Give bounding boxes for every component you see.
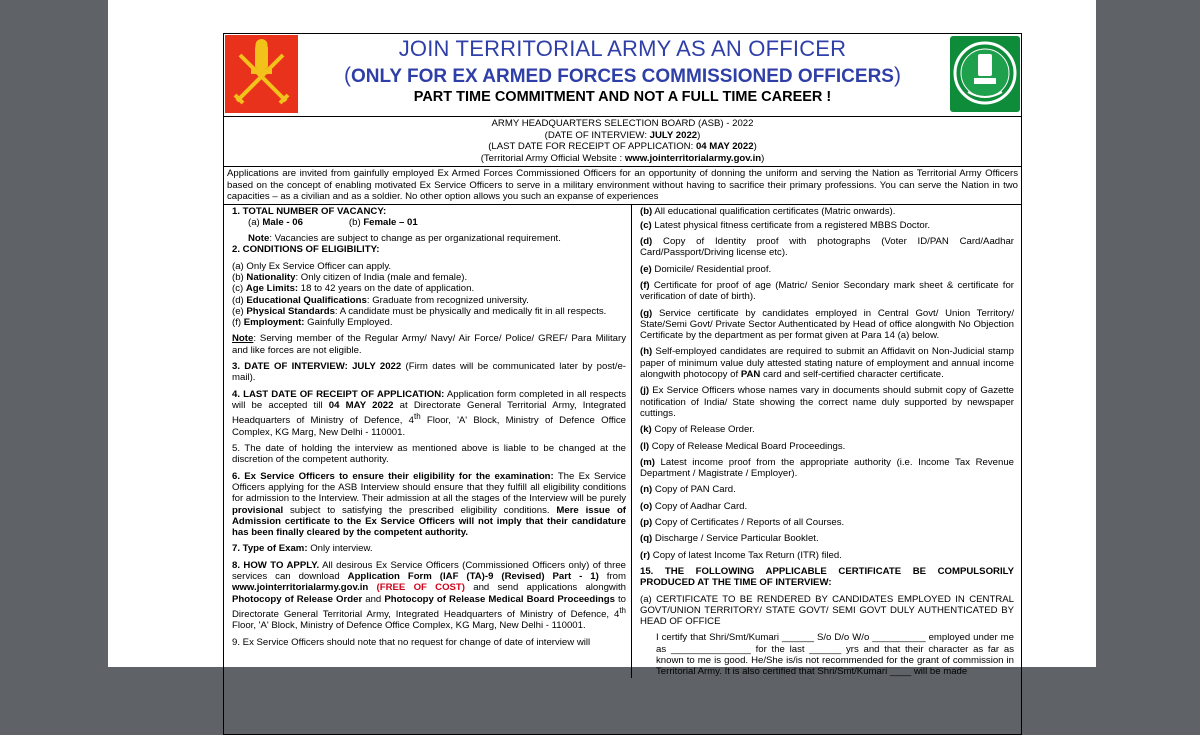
- section-15-title: [640, 566, 1014, 589]
- paren-close: ): [753, 141, 757, 152]
- emphasis: Mere issue of Admission certificate to the Ex Service Officers will not imply that their candidature has been finally cleared by the competent authority.: [232, 504, 626, 539]
- term: Nationality: [246, 271, 296, 283]
- text: Copy of Identity proof with photographs (Voter ID/PAN Card/Aadhar Card/Passport/Driving license etc).: [640, 236, 1014, 259]
- section-9: 9. Ex Service Officers should note that no request for change of date of interview will: [232, 636, 591, 648]
- label: (a): [248, 216, 263, 228]
- section-3: [232, 361, 626, 384]
- text: Certificate for proof of age (Matric/ Senior Secondary mark sheet & certificate for verification of date of birth).: [640, 279, 1014, 303]
- label: (f): [640, 279, 650, 291]
- label: (h): [640, 346, 653, 358]
- advertisement: [223, 33, 1022, 735]
- text: Application form completed in all respects will be accepted till: [232, 388, 626, 411]
- label: (o): [640, 500, 653, 512]
- heading: 2. CONDITIONS OF ELIGIBILITY:: [232, 244, 380, 256]
- text: Copy of Release Medical Board Proceedings.: [649, 440, 846, 452]
- form-name: Application Form (IAF (TA)-9 (Revised) Part - 1): [347, 571, 599, 582]
- text: Ex Service Officers whose names vary in documents should submit copy of Gazette notification of India/ State showing the correct name duly supported by newspaper cuttings.: [640, 385, 1014, 419]
- subtitle-text: ONLY FOR EX ARMED FORCES COMMISSIONED OFFICERS: [351, 66, 894, 87]
- section-15a: (a) CERTIFICATE TO BE RENDERED BY CANDIDATES EMPLOYED IN CENTRAL GOVT/UNION TERRITORY/ STATE GOVT/ SEMI GOVT DULY AUTHENTICATED BY HEAD OF OFFICE: [640, 593, 1014, 628]
- note-text: : Vacancies are subject to change as per organizational requirement.: [269, 233, 561, 245]
- text: and: [362, 593, 385, 605]
- eligibility-e: [232, 306, 626, 317]
- certificate-text: I certify that Shri/Smt/Kumari ______ S/o D/o W/o __________ employed under me as _______________ for the last ______ yrs and that their character as far as known to me is good. He/She is/is not recommended for the grant of commission in Territorial Army. It is also certified that Shri/Smt/Kumari ____ will be made: [656, 632, 1014, 678]
- term: Age Limits:: [245, 283, 299, 295]
- last-date: 04 MAY 2022: [328, 399, 394, 411]
- selection-board-info: [224, 117, 1021, 167]
- document-n: [640, 484, 1014, 495]
- note-label: Note: [232, 333, 254, 345]
- territorial-army-emblem-icon: [950, 36, 1020, 112]
- text: Self-employed candidates are required to submit an Affidavit on Non-Judicial stamp paper of minimum value duly attested stating nature of employment and annual income alongwith photocopy of: [640, 346, 1014, 381]
- eligibility-note: [232, 333, 626, 356]
- label: (j): [640, 385, 650, 397]
- note-label: Note: [248, 233, 270, 245]
- text: subject to satisfying the prescribed eligibility conditions.: [283, 504, 557, 516]
- section-2-title: [232, 244, 626, 255]
- label: (q): [640, 533, 653, 545]
- label: (e): [232, 305, 247, 317]
- text: to Directorate General Territorial Army, Integrated Headquarters of Ministry of Defence, 4: [232, 593, 627, 621]
- last-date: 04 MAY 2022: [695, 141, 754, 152]
- text: : Only citizen of India (male and female).: [295, 271, 468, 283]
- text: Discharge / Service Particular Booklet.: [652, 533, 819, 545]
- label: (f): [232, 317, 244, 329]
- paren-close: ): [697, 129, 701, 141]
- asb-line-3: [224, 141, 1021, 153]
- eligibility-b: [232, 272, 626, 283]
- army-crest-icon: [225, 35, 298, 113]
- term: provisional: [232, 504, 284, 516]
- label: (r): [640, 549, 651, 561]
- document-k: [640, 424, 1014, 435]
- page-subtitle: (ONLY FOR EX ARMED FORCES COMMISSIONED OFFICERS): [344, 64, 901, 87]
- document-r: [640, 550, 1014, 561]
- header: [224, 34, 1021, 117]
- text: All desirous Ex Service Officers (Commissioned Officers only) of three services can download: [232, 559, 626, 582]
- female-vacancy: Female – 01: [363, 216, 418, 228]
- label: (b): [232, 271, 247, 283]
- term: PAN: [740, 369, 761, 381]
- label: (k): [640, 424, 652, 436]
- asb-line-4: [224, 153, 1021, 165]
- text: Copy of Release Order.: [651, 424, 755, 436]
- intro-paragraph: Applications are invited from gainfully employed Ex Armed Forces Commissioned Officers for an opportunity of donning the uniform and serving the Nation as Territorial Army Officers based on the concept of enabling motivated Ex Service Officers to serve in a military environment without having to sacrifice their primary professions. You can serve the Nation in two capacities – as a civilian and as a soldier. No other option allows you such an expanse of experiences: [224, 167, 1021, 205]
- heading: 4. LAST DATE OF RECEIPT OF APPLICATION:: [232, 388, 445, 400]
- vacancy-note: [232, 233, 626, 244]
- document-h: [640, 346, 1014, 380]
- page-title: JOIN TERRITORIAL ARMY AS AN OFFICER: [398, 36, 847, 61]
- note-text: : Serving member of the Regular Army/ Navy/ Air Force/ Police/ GREF/ Para Military and like forces are not eligible.: [232, 333, 626, 356]
- text: 18 to 42 years on the date of application.: [298, 283, 475, 295]
- last-date-label: (LAST DATE FOR RECEIPT OF APPLICATION:: [488, 141, 696, 152]
- text: Domicile/ Residential proof.: [651, 263, 772, 275]
- label: (e): [640, 263, 652, 275]
- interview-date-label: (DATE OF INTERVIEW:: [544, 129, 650, 141]
- term: Employment:: [243, 317, 305, 329]
- label: (c): [640, 219, 652, 231]
- eligibility-a: (a) Only Ex Service Officer can apply.: [232, 260, 392, 272]
- label: (n): [640, 484, 653, 496]
- label: (b): [348, 216, 364, 228]
- document-c: [640, 220, 1014, 231]
- label: (c): [232, 283, 246, 295]
- label: (d): [640, 236, 653, 248]
- text: Only interview.: [307, 543, 373, 555]
- term: Educational Qualifications: [246, 294, 367, 306]
- section-4: [232, 389, 626, 438]
- text: Floor, 'A' Block, Ministry of Defence Office Complex, KG Marg, New Delhi - 110001.: [232, 415, 626, 438]
- male-vacancy: Male - 06: [262, 216, 303, 228]
- text: and send applications alongwith: [464, 582, 626, 594]
- eligibility-d: [232, 295, 626, 306]
- term: Photocopy of Release Order: [232, 593, 363, 605]
- document-o: [640, 501, 1014, 512]
- section-8: [232, 560, 626, 632]
- body-columns: [224, 205, 1021, 678]
- document-l: [640, 441, 1014, 452]
- interview-date: JULY 2022: [649, 129, 698, 141]
- text: : A candidate must be physically and medically fit in all respects.: [334, 305, 607, 317]
- document-e: [640, 264, 1014, 275]
- document-m: [640, 457, 1014, 480]
- eligibility-c: [232, 283, 626, 294]
- text: Copy of latest Income Tax Return (ITR) filed.: [650, 549, 842, 561]
- text: Copy of Aadhar Card.: [652, 500, 748, 512]
- label: (g): [640, 307, 653, 319]
- text: Copy of PAN Card.: [652, 484, 736, 496]
- text: card and self-certified character certificate.: [760, 369, 944, 381]
- heading: 15. THE FOLLOWING APPLICABLE CERTIFICATE BE COMPULSORILY PRODUCED AT THE TIME OF INTERVIEW:: [640, 565, 1014, 589]
- sup: th: [619, 605, 626, 615]
- text: at Directorate General Territorial Army, Integrated Headquarters of Ministry of Defence, 4: [232, 399, 627, 427]
- heading: 3. DATE OF INTERVIEW: JULY 2022: [232, 361, 402, 373]
- text: The Ex Service Officers applying for the ASB Interview should ensure that they fulfill all eligibility conditions for admission to the Interview. Their admission at all the stages of the Interview will be purely: [232, 470, 627, 505]
- section-1-title: [232, 206, 626, 217]
- asb-line-1: ARMY HEADQUARTERS SELECTION BOARD (ASB) - 2022: [491, 118, 754, 129]
- text: Gainfully Employed.: [304, 317, 393, 329]
- section-6: [232, 471, 626, 539]
- text: Floor, 'A' Block, Ministry of Defence Office Complex, KG Marg, New Delhi - 110001.: [232, 620, 586, 632]
- section-7: [232, 543, 626, 554]
- website-link[interactable]: www.jointerritorialarmy.gov.in: [232, 582, 369, 594]
- label: (m): [640, 456, 655, 468]
- text: Service certificate by candidates employed in Central Govt/ Union Territory/ State/Semi Govt/ Private Sector Authenticated by Head of office alongwith No Objection Certificate by the department as per format given at Para 14 (a) below.: [640, 307, 1014, 342]
- document-d: [640, 236, 1014, 259]
- document-j: [640, 385, 1014, 419]
- term: Physical Standards: [246, 305, 335, 317]
- text: All educational qualification certificates (Matric onwards).: [652, 205, 896, 217]
- heading: 1. TOTAL NUMBER OF VACANCY:: [232, 205, 387, 217]
- website-link[interactable]: www.jointerritorialarmy.gov.in: [624, 152, 762, 164]
- document-g: [640, 308, 1014, 342]
- tagline: PART TIME COMMITMENT AND NOT A FULL TIME CAREER !: [413, 89, 832, 105]
- text: from: [598, 571, 626, 582]
- document-q: [640, 533, 1014, 544]
- document-b: [640, 206, 1014, 217]
- term: Photocopy of Release Medical Board Proceedings: [384, 593, 615, 605]
- free-of-cost: (FREE OF COST): [368, 582, 465, 594]
- heading: 8. HOW TO APPLY.: [232, 559, 320, 571]
- document-f: [640, 280, 1014, 303]
- text: : Graduate from recognized university.: [366, 294, 529, 306]
- document-page: [108, 0, 1096, 678]
- document-p: [640, 517, 1014, 528]
- section-5: 5. The date of holding the interview as mentioned above is liable to be changed at the discretion of the competent authority.: [232, 443, 626, 466]
- vacancy-counts: [232, 217, 626, 228]
- left-column: [224, 205, 632, 678]
- text: Latest income proof from the appropriate authority (i.e. Income Tax Revenue Department / Magistrate / Employer).: [640, 456, 1014, 480]
- label: (p): [640, 517, 653, 529]
- asb-line-2: [224, 130, 1021, 142]
- paren-close: ): [761, 152, 765, 164]
- website-label: (Territorial Army Official Website :: [480, 152, 625, 164]
- right-column: [632, 205, 1020, 678]
- text: (Firm dates will be communicated later by post/e-mail).: [232, 361, 627, 384]
- heading: 6. Ex Service Officers to ensure their eligibility for the examination:: [232, 470, 554, 482]
- label: (b): [640, 205, 653, 217]
- eligibility-f: [232, 317, 626, 328]
- text: Latest physical fitness certificate from a registered MBBS Doctor.: [651, 219, 931, 231]
- text: Copy of Certificates / Reports of all Courses.: [652, 517, 845, 529]
- heading: 7. Type of Exam:: [232, 543, 308, 555]
- sup: th: [413, 412, 421, 422]
- label: (l): [640, 440, 650, 452]
- label: (d): [232, 294, 247, 306]
